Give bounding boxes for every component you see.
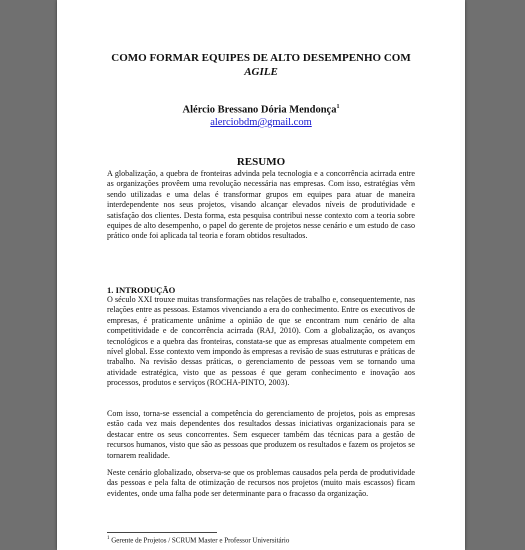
- intro-paragraph-1: O século XXI trouxe muitas transformações nas relações de trabalho e, consequentemente, nas relações entre as pessoas. Estamos vivenciando a era do conhecimento. Entre os executivos de empresas, é praticamente unânime a opinião de que se encontram num cenário de alta competitividade e de concorrência acirrada (RAJ, 2010). Com a globalização, os avanços tecnológicos e a quebra das fronteiras, constata-se que as empresas atualmente competem em nível global. Esse contexto vem impondo às empresas a revisão de suas estruturas e práticas de trabalho. Na revisão dessas práticas, o gerenciamento de pessoas vem se tornando uma atividade estratégica, visto que as pessoas é que geram conhecimento e inovação aos processos, produtos e serviços (ROCHA-PINTO, 2003).: [107, 295, 415, 388]
- author-name-text: Alércio Bressano Dória Mendonça: [182, 104, 337, 116]
- paper-title: COMO FORMAR EQUIPES DE ALTO DESEMPENHO COM: [111, 52, 411, 64]
- footnote-mark: 1: [107, 536, 110, 541]
- document-page: [57, 0, 465, 550]
- section-heading: 1. INTRODUÇÃO: [107, 285, 176, 295]
- abstract-text: A globalização, a quebra de fronteiras advinda pela tecnologia e a concorrência acirrada entre as organizações provêem uma revolução necessária nas empresas. Com isso, estratégias vêm sendo utilizadas e uma delas é transformar grupos em equipes para atuar de maneira interdependente nos seus projetos, visando alcançar elevados níveis de produtividade e satisfação dos clientes. Desta forma, esta pesquisa contribui nesse contexto com a teoria sobre equipes de alto desempenho, o papel do gerente de projetos nesse cenário e um estudo de caso prático onde foi aplicada tal teoria e foram obtidos resultados.: [107, 169, 415, 241]
- author-email-link[interactable]: alerciobdm@gmail.com: [210, 117, 312, 128]
- author-name: [57, 104, 465, 116]
- footnote-text: Gerente de Projetos / SCRUM Master e Professor Universitário: [109, 536, 290, 545]
- footnote-separator: [107, 532, 217, 533]
- intro-paragraph-2: Com isso, torna-se essencial a competência do gerenciamento de projetos, pois as empresas estão cada vez mais dependentes dos resultados dessas iniciativas organizacionais para se destacar entre os seus concorrentes. Sem esquecer também das técnicas para a gestão de recursos humanos, visto que são as pessoas que produzem os resultados e fazem os projetos se tornarem realidade.: [107, 409, 415, 460]
- intro-paragraph-3: Neste cenário globalizado, observa-se que os problemas causados pela perda de produtividade das pessoas e pela falta de otimização de recursos nos projetos (muito mais escassos) ficam evidentes, onde uma falha pode ser determinante para o fracasso da organização.: [107, 468, 415, 498]
- footnote: [107, 536, 289, 544]
- abstract-heading: RESUMO: [236, 156, 286, 168]
- paper-title-continued: AGILE: [244, 66, 278, 78]
- author-footnote-mark: 1: [336, 104, 340, 110]
